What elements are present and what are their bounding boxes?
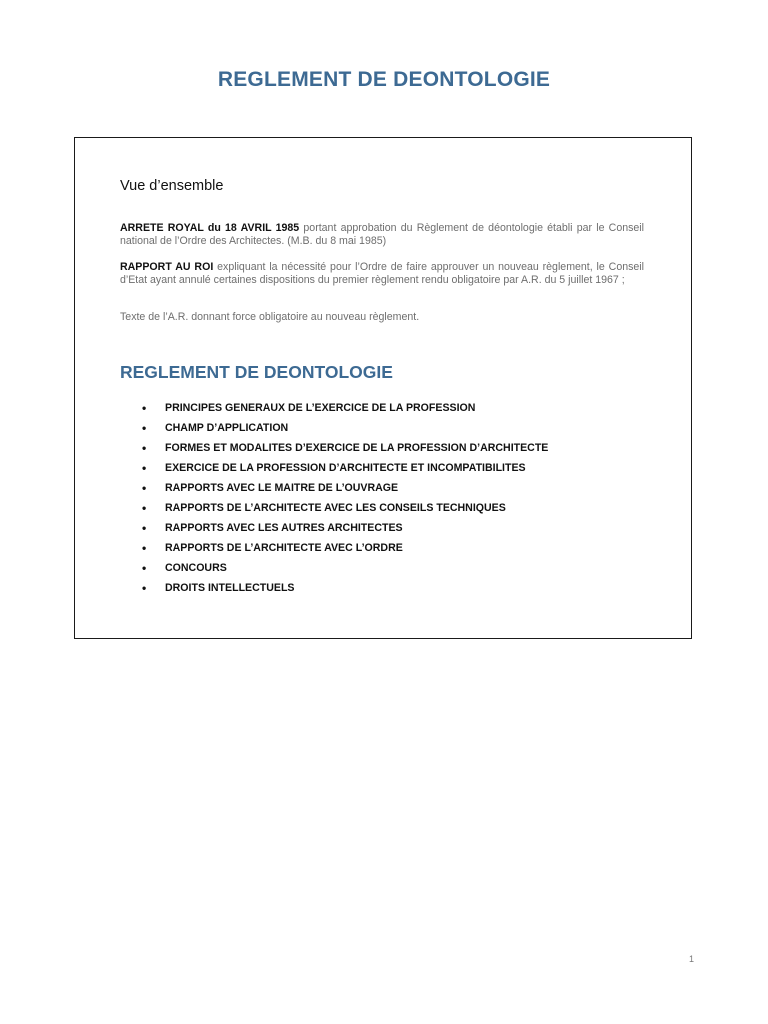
toc-item-label: FORMES ET MODALITES D’EXERCICE DE LA PROFESSION D’ARCHITECTE (165, 442, 549, 454)
ar-text: Texte de l’A.R. donnant force obligatoire au nouveau règlement. (120, 311, 420, 323)
page-title: REGLEMENT DE DEONTOLOGIE (217, 68, 551, 91)
toc-item-label: DROITS INTELLECTUELS (165, 582, 295, 594)
rapport-au-roi-text: expliquant la nécessité pour l’Ordre de faire approuver un nouveau règlement, le Conseil d’Etat ayant annulé certaines dispositions du premier règlement rendu obligatoire par A.R. du 5 juillet 1967 ; (120, 261, 644, 286)
toc-item[interactable] (120, 520, 548, 540)
bullet-icon: • (142, 521, 147, 535)
toc-item-label: PRINCIPES GENERAUX DE L’EXERCICE DE LA PROFESSION (165, 402, 476, 414)
bullet-icon: • (142, 421, 147, 435)
overview-heading: Vue d’ensemble (120, 178, 224, 194)
section-title: REGLEMENT DE DEONTOLOGIE (120, 362, 393, 382)
content-box (74, 137, 692, 639)
bullet-icon: • (142, 541, 147, 555)
toc-item-label: RAPPORTS AVEC LES AUTRES ARCHITECTES (165, 522, 403, 534)
toc-list (120, 400, 548, 600)
toc-item[interactable] (120, 540, 548, 560)
bullet-icon: • (142, 441, 147, 455)
arrete-royal-paragraph (120, 222, 644, 247)
toc-item[interactable] (120, 460, 548, 480)
toc-item[interactable] (120, 480, 548, 500)
toc-item-label: CONCOURS (165, 562, 227, 574)
rapport-au-roi-label: RAPPORT AU ROI (120, 261, 214, 273)
toc-item-label: EXERCICE DE LA PROFESSION D’ARCHITECTE ET INCOMPATIBILITES (165, 462, 526, 474)
toc-item[interactable] (120, 440, 548, 460)
bullet-icon: • (142, 501, 147, 515)
page-number: 1 (688, 954, 694, 964)
toc-item-label: RAPPORTS AVEC LE MAITRE DE L’OUVRAGE (165, 482, 399, 494)
toc-item-label: RAPPORTS DE L’ARCHITECTE AVEC LES CONSEILS TECHNIQUES (165, 502, 506, 514)
rapport-au-roi-paragraph (120, 261, 644, 286)
toc-item-label: RAPPORTS DE L’ARCHITECTE AVEC L’ORDRE (165, 542, 403, 554)
bullet-icon: • (142, 461, 147, 475)
arrete-royal-label: ARRETE ROYAL du 18 AVRIL 1985 (120, 222, 300, 234)
bullet-icon: • (142, 481, 147, 495)
toc-item[interactable] (120, 560, 548, 580)
toc-item[interactable] (120, 400, 548, 420)
bullet-icon: • (142, 401, 147, 415)
bullet-icon: • (142, 561, 147, 575)
bullet-icon: • (142, 581, 147, 595)
arrete-royal-text: portant approbation du Règlement de déontologie établi par le Conseil national de l’Ordre des Architectes. (M.B. du 8 mai 1985) (120, 222, 644, 247)
toc-item[interactable] (120, 420, 548, 440)
ar-text-paragraph (120, 311, 644, 324)
toc-item[interactable] (120, 500, 548, 520)
toc-item[interactable] (120, 580, 548, 600)
toc-item-label: CHAMP D’APPLICATION (165, 422, 289, 434)
